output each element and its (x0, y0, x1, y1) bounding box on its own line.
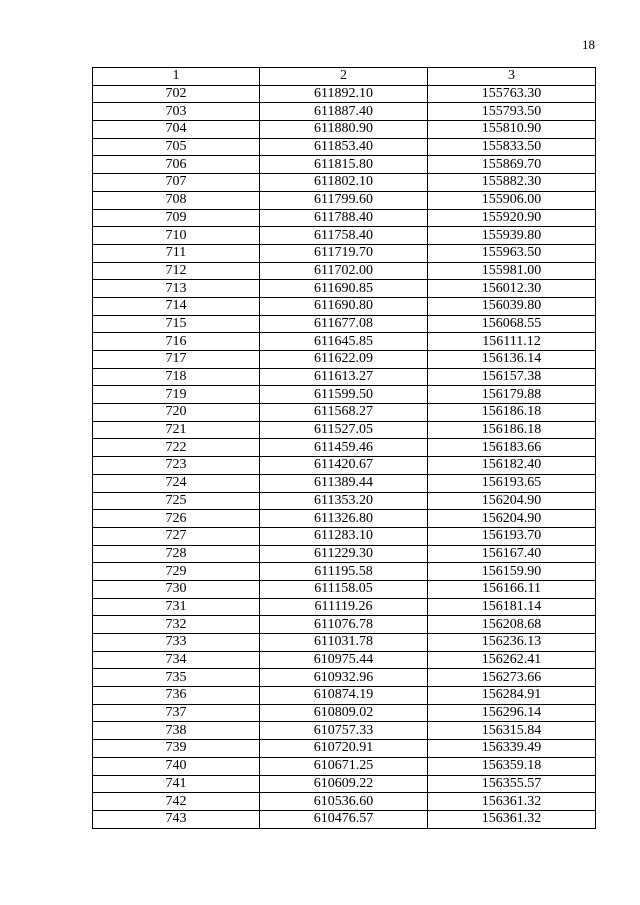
cell-point-number: 736 (93, 687, 260, 705)
table-row (93, 598, 596, 616)
cell-x-coordinate: 611195.58 (260, 563, 428, 581)
table-row (93, 439, 596, 457)
cell-x-coordinate: 610809.02 (260, 704, 428, 722)
cell-point-number: 720 (93, 404, 260, 422)
table-row (93, 687, 596, 705)
cell-y-coordinate: 156361.32 (428, 793, 596, 811)
cell-x-coordinate: 611719.70 (260, 244, 428, 262)
cell-y-coordinate: 155906.00 (428, 191, 596, 209)
cell-point-number: 737 (93, 704, 260, 722)
table-row (93, 421, 596, 439)
cell-x-coordinate: 611702.00 (260, 262, 428, 280)
cell-x-coordinate: 610536.60 (260, 793, 428, 811)
cell-y-coordinate: 156284.91 (428, 687, 596, 705)
table-row (93, 191, 596, 209)
cell-y-coordinate: 156296.14 (428, 704, 596, 722)
table-row (93, 793, 596, 811)
cell-y-coordinate: 156159.90 (428, 563, 596, 581)
table-row (93, 386, 596, 404)
cell-point-number: 741 (93, 775, 260, 793)
cell-point-number: 709 (93, 209, 260, 227)
cell-point-number: 702 (93, 85, 260, 103)
cell-x-coordinate: 610932.96 (260, 669, 428, 687)
table-body (93, 85, 596, 828)
cell-point-number: 713 (93, 280, 260, 298)
cell-point-number: 712 (93, 262, 260, 280)
cell-point-number: 721 (93, 421, 260, 439)
cell-point-number: 732 (93, 616, 260, 634)
cell-point-number: 725 (93, 492, 260, 510)
cell-point-number: 734 (93, 651, 260, 669)
cell-y-coordinate: 155810.90 (428, 121, 596, 139)
table-row (93, 510, 596, 528)
cell-point-number: 705 (93, 138, 260, 156)
cell-point-number: 717 (93, 351, 260, 369)
table-row (93, 580, 596, 598)
cell-x-coordinate: 611853.40 (260, 138, 428, 156)
cell-x-coordinate: 611599.50 (260, 386, 428, 404)
cell-x-coordinate: 611613.27 (260, 368, 428, 386)
table-row (93, 297, 596, 315)
cell-point-number: 719 (93, 386, 260, 404)
table-row (93, 474, 596, 492)
cell-y-coordinate: 156166.11 (428, 580, 596, 598)
cell-point-number: 735 (93, 669, 260, 687)
cell-y-coordinate: 156183.66 (428, 439, 596, 457)
table-row (93, 351, 596, 369)
table-row (93, 810, 596, 828)
cell-point-number: 723 (93, 457, 260, 475)
cell-point-number: 739 (93, 740, 260, 758)
cell-y-coordinate: 156193.70 (428, 527, 596, 545)
cell-x-coordinate: 611799.60 (260, 191, 428, 209)
cell-point-number: 715 (93, 315, 260, 333)
cell-y-coordinate: 156181.14 (428, 598, 596, 616)
cell-point-number: 706 (93, 156, 260, 174)
cell-y-coordinate: 156111.12 (428, 333, 596, 351)
table-row (93, 209, 596, 227)
cell-y-coordinate: 156039.80 (428, 297, 596, 315)
cell-y-coordinate: 156359.18 (428, 757, 596, 775)
cell-point-number: 740 (93, 757, 260, 775)
cell-point-number: 716 (93, 333, 260, 351)
cell-x-coordinate: 611568.27 (260, 404, 428, 422)
cell-x-coordinate: 610720.91 (260, 740, 428, 758)
cell-x-coordinate: 610757.33 (260, 722, 428, 740)
cell-y-coordinate: 155869.70 (428, 156, 596, 174)
cell-y-coordinate: 156068.55 (428, 315, 596, 333)
cell-x-coordinate: 611459.46 (260, 439, 428, 457)
cell-point-number: 722 (93, 439, 260, 457)
cell-y-coordinate: 156167.40 (428, 545, 596, 563)
cell-point-number: 703 (93, 103, 260, 121)
cell-x-coordinate: 611892.10 (260, 85, 428, 103)
cell-point-number: 727 (93, 527, 260, 545)
table-row (93, 262, 596, 280)
cell-y-coordinate: 155793.50 (428, 103, 596, 121)
cell-point-number: 714 (93, 297, 260, 315)
cell-x-coordinate: 610874.19 (260, 687, 428, 705)
cell-y-coordinate: 156136.14 (428, 351, 596, 369)
cell-y-coordinate: 156182.40 (428, 457, 596, 475)
table-row (93, 85, 596, 103)
cell-x-coordinate: 611690.85 (260, 280, 428, 298)
table-row (93, 368, 596, 386)
table-row (93, 757, 596, 775)
cell-y-coordinate: 155981.00 (428, 262, 596, 280)
table-header-row (93, 68, 596, 86)
table-row (93, 315, 596, 333)
cell-y-coordinate: 156012.30 (428, 280, 596, 298)
table-row (93, 138, 596, 156)
cell-y-coordinate: 155920.90 (428, 209, 596, 227)
table-row (93, 616, 596, 634)
table-row (93, 722, 596, 740)
table-row (93, 156, 596, 174)
cell-x-coordinate: 611788.40 (260, 209, 428, 227)
cell-y-coordinate: 156236.13 (428, 634, 596, 652)
cell-y-coordinate: 156208.68 (428, 616, 596, 634)
table-row (93, 651, 596, 669)
table-row (93, 404, 596, 422)
cell-x-coordinate: 611158.05 (260, 580, 428, 598)
cell-y-coordinate: 156355.57 (428, 775, 596, 793)
cell-y-coordinate: 155939.80 (428, 227, 596, 245)
cell-y-coordinate: 156186.18 (428, 404, 596, 422)
cell-x-coordinate: 611076.78 (260, 616, 428, 634)
cell-x-coordinate: 611353.20 (260, 492, 428, 510)
cell-x-coordinate: 611645.85 (260, 333, 428, 351)
cell-x-coordinate: 611527.05 (260, 421, 428, 439)
cell-x-coordinate: 611887.40 (260, 103, 428, 121)
column-header-2: 2 (260, 68, 428, 86)
cell-point-number: 731 (93, 598, 260, 616)
cell-point-number: 728 (93, 545, 260, 563)
table-row (93, 457, 596, 475)
table-row (93, 740, 596, 758)
cell-x-coordinate: 611815.80 (260, 156, 428, 174)
table-row (93, 545, 596, 563)
cell-x-coordinate: 610476.57 (260, 810, 428, 828)
cell-x-coordinate: 611420.67 (260, 457, 428, 475)
table-row (93, 174, 596, 192)
cell-y-coordinate: 156339.49 (428, 740, 596, 758)
cell-y-coordinate: 156315.84 (428, 722, 596, 740)
table-row (93, 227, 596, 245)
cell-point-number: 707 (93, 174, 260, 192)
cell-y-coordinate: 156273.66 (428, 669, 596, 687)
cell-y-coordinate: 156157.38 (428, 368, 596, 386)
table-row (93, 634, 596, 652)
table-row (93, 280, 596, 298)
cell-x-coordinate: 610671.25 (260, 757, 428, 775)
cell-y-coordinate: 156262.41 (428, 651, 596, 669)
cell-point-number: 742 (93, 793, 260, 811)
table-row (93, 121, 596, 139)
table-row (93, 492, 596, 510)
table-row (93, 669, 596, 687)
cell-y-coordinate: 155763.30 (428, 85, 596, 103)
page-number: 18 (582, 37, 595, 52)
cell-y-coordinate: 156193.65 (428, 474, 596, 492)
table-row (93, 775, 596, 793)
coordinates-table (92, 67, 596, 829)
cell-x-coordinate: 611802.10 (260, 174, 428, 192)
table-row (93, 563, 596, 581)
column-header-3: 3 (428, 68, 596, 86)
cell-y-coordinate: 155833.50 (428, 138, 596, 156)
cell-point-number: 724 (93, 474, 260, 492)
cell-point-number: 708 (93, 191, 260, 209)
cell-y-coordinate: 155882.30 (428, 174, 596, 192)
cell-x-coordinate: 611690.80 (260, 297, 428, 315)
cell-x-coordinate: 611758.40 (260, 227, 428, 245)
cell-point-number: 711 (93, 244, 260, 262)
cell-point-number: 718 (93, 368, 260, 386)
cell-x-coordinate: 611326.80 (260, 510, 428, 528)
cell-y-coordinate: 156179.88 (428, 386, 596, 404)
cell-point-number: 738 (93, 722, 260, 740)
cell-point-number: 710 (93, 227, 260, 245)
table-row (93, 333, 596, 351)
cell-x-coordinate: 611031.78 (260, 634, 428, 652)
table-row (93, 103, 596, 121)
cell-point-number: 730 (93, 580, 260, 598)
column-header-1: 1 (93, 68, 260, 86)
cell-x-coordinate: 611880.90 (260, 121, 428, 139)
cell-x-coordinate: 610609.22 (260, 775, 428, 793)
cell-point-number: 726 (93, 510, 260, 528)
cell-y-coordinate: 156186.18 (428, 421, 596, 439)
table-row (93, 244, 596, 262)
cell-x-coordinate: 611229.30 (260, 545, 428, 563)
cell-point-number: 733 (93, 634, 260, 652)
cell-y-coordinate: 156204.90 (428, 492, 596, 510)
table-row (93, 704, 596, 722)
cell-x-coordinate: 610975.44 (260, 651, 428, 669)
cell-point-number: 729 (93, 563, 260, 581)
cell-point-number: 704 (93, 121, 260, 139)
cell-y-coordinate: 156361.32 (428, 810, 596, 828)
table-row (93, 527, 596, 545)
cell-x-coordinate: 611283.10 (260, 527, 428, 545)
cell-x-coordinate: 611677.08 (260, 315, 428, 333)
cell-x-coordinate: 611622.09 (260, 351, 428, 369)
cell-x-coordinate: 611119.26 (260, 598, 428, 616)
cell-point-number: 743 (93, 810, 260, 828)
cell-x-coordinate: 611389.44 (260, 474, 428, 492)
cell-y-coordinate: 155963.50 (428, 244, 596, 262)
cell-y-coordinate: 156204.90 (428, 510, 596, 528)
